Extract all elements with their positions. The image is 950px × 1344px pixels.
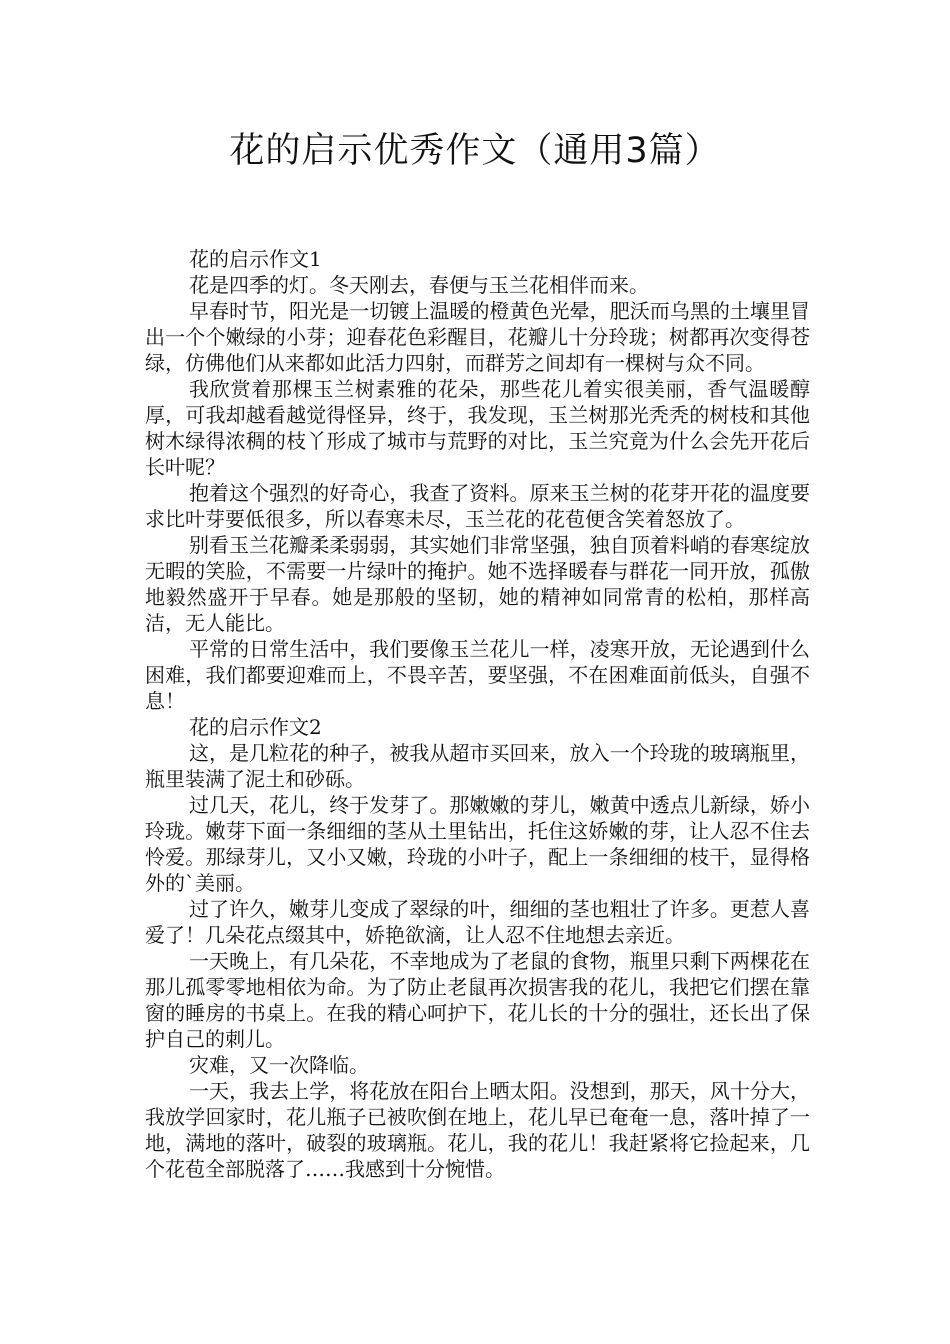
section-heading: 花的启示作文1 bbox=[189, 247, 322, 271]
paragraph: 一天晚上，有几朵花，不幸地成为了老鼠的食物，瓶里只剩下两棵花在那儿孤零零地相依为命。为了防止老鼠再次损害我的花儿，我把它们摆在靠窗的睡房的书桌上。在我的精心呵护下，花儿长的十分的强壮，还长出了保护自己的刺儿。 bbox=[145, 949, 810, 1051]
paragraph: 过了许久，嫩芽儿变成了翠绿的叶，细细的茎也粗壮了许多。更惹人喜爱了！几朵花点缀其中，娇艳欲滴，让人忍不住地想去亲近。 bbox=[145, 897, 810, 947]
paragraph: 平常的日常生活中，我们要像玉兰花儿一样，凌寒开放，无论遇到什么困难，我们都要迎难而上，不畏辛苦，要坚强，不在困难面前低头，自强不息！ bbox=[145, 637, 810, 713]
paragraph: 别看玉兰花瓣柔柔弱弱，其实她们非常坚强，独自顶着料峭的春寒绽放无暇的笑脸，不需要一片绿叶的掩护。她不选择暖春与群花一同开放，孤傲地毅然盛开于早春。她是那般的坚韧，她的精神如同常青的松柏，那样高洁，无人能比。 bbox=[145, 533, 810, 635]
paragraph: 灾难，又一次降临。 bbox=[189, 1053, 369, 1077]
paragraph: 这，是几粒花的种子，被我从超市买回来，放入一个玲珑的玻璃瓶里，瓶里装满了泥土和砂砾。 bbox=[145, 741, 810, 791]
paragraph: 早春时节，阳光是一切镀上温暖的橙黄色光晕，肥沃而乌黑的土壤里冒出一个个嫩绿的小芽；迎春花色彩醒目，花瓣儿十分玲珑；树都再次变得苍绿，仿佛他们从来都如此活力四射，而群芳之间却有一棵树与众不同。 bbox=[145, 299, 810, 375]
page-title: 花的启示优秀作文（通用3篇） bbox=[229, 131, 721, 171]
paragraph: 抱着这个强烈的好奇心，我查了资料。原来玉兰树的花芽开花的温度要求比叶芽要低很多，所以春寒未尽，玉兰花的花苞便含笑着怒放了。 bbox=[145, 481, 810, 531]
paragraph: 我欣赏着那棵玉兰树素雅的花朵，那些花儿着实很美丽，香气温暖醇厚，可我却越看越觉得怪异，终于，我发现，玉兰树那光秃秃的树枝和其他树木绿得浓稠的枝丫形成了城市与荒野的对比，玉兰究竟为什么会先开花后长叶呢？ bbox=[145, 377, 810, 479]
document-body bbox=[145, 246, 810, 1182]
section-heading: 花的启示作文2 bbox=[189, 715, 322, 739]
paragraph: 花是四季的灯。冬天刚去，春便与玉兰花相伴而来。 bbox=[189, 273, 649, 297]
paragraph: 过几天，花儿，终于发芽了。那嫩嫩的芽儿，嫩黄中透点儿新绿，娇小玲珑。嫩芽下面一条细细的茎从土里钻出，托住这娇嫩的芽，让人忍不住去怜爱。那绿芽儿，又小又嫩，玲珑的小叶子，配上一条细细的枝干，显得格外的`美丽。 bbox=[145, 793, 810, 895]
paragraph: 一天，我去上学，将花放在阳台上晒太阳。没想到，那天，风十分大，我放学回家时，花儿瓶子已被吹倒在地上，花儿早已奄奄一息，落叶掉了一地，满地的落叶，破裂的玻璃瓶。花儿，我的花儿！我赶紧将它捡起来，几个花苞全部脱落了……我感到十分惋惜。 bbox=[145, 1079, 810, 1181]
